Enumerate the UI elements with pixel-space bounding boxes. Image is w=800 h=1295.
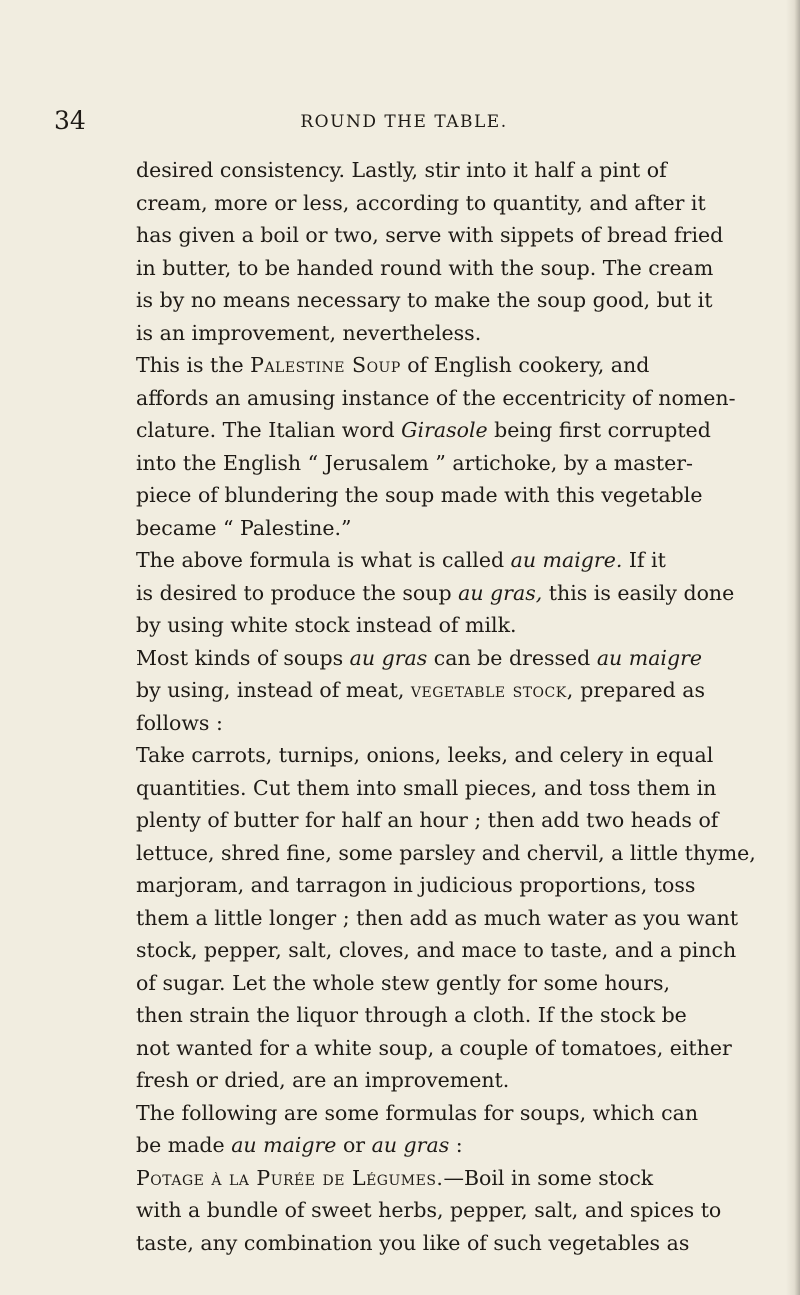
text-line [136,349,650,382]
text-line: has given a boil or two, serve with sippets of bread fried [136,223,724,247]
text-run-italic: au gras [349,645,428,670]
text-line: fresh or dried, are an improvement. [136,1068,510,1092]
page-number: 34 [54,106,86,135]
text-run: The above formula is what is called [136,548,511,572]
text-line: them a little longer ; then add as much water as you want [136,905,739,930]
text-line: follows : [136,710,223,735]
text-line: not wanted for a white soup, a couple of tomatoes, either [136,1035,732,1060]
text-line: stock, pepper, salt, cloves, and mace to taste, and a pinch [136,938,737,962]
text-line: piece of blundering the soup made with this vegetable [136,483,703,507]
text-line: then strain the liquor through a cloth. If the stock be [136,1003,687,1027]
running-title: ROUND THE TABLE. [300,112,508,132]
text-run: —Boil in some stock [443,1165,654,1190]
text-line [136,1129,644,1162]
text-line [136,642,703,675]
text-run-smallcaps: Potage à la Purée de Légumes. [136,1165,444,1190]
text-run-italic: au gras, [458,580,543,605]
text-line: The following are some formulas for soups, which can [136,1100,699,1125]
text-line: into the English “ Jerusalem ” artichoke, by a master- [136,450,693,475]
text-run: prepared as [573,678,705,702]
text-run-italic: Girasole [401,418,488,442]
text-run-italic: au maigre. [510,548,623,572]
text-run-italic: au maigre [231,1133,337,1157]
text-run: this is easily done [542,580,735,605]
text-run-smallcaps: Palestine Soup [250,353,401,377]
body-text [136,154,756,1259]
text-line: in butter, to be handed round with the soup. The cream [136,255,714,280]
text-run: is desired to produce the soup [136,580,459,605]
text-line: quantities. Cut them into small pieces, and toss them in [136,775,717,800]
text-run: Most kinds of soups [136,645,350,670]
text-line [136,577,735,610]
text-run-italic: au gras [371,1133,450,1157]
text-line [136,674,705,707]
text-line: affords an amusing instance of the eccentricity of nomen- [136,385,736,410]
text-run: This is the [136,353,251,377]
text-line: cream, more or less, according to quantity, and after it [136,190,706,215]
text-run-italic: au maigre [596,645,703,670]
text-line: is an improvement, nevertheless. [136,320,482,345]
text-run: : [449,1133,463,1157]
text-line: lettuce, shred fine, some parsley and chervil, a little thyme, [136,840,756,865]
page-edge-shadow [786,0,800,1295]
text-line: by using white stock instead of milk. [136,613,517,637]
text-line: taste, any combination you like of such vegetables as [136,1230,690,1255]
text-run: of English cookery, and [400,353,650,377]
text-run: or [336,1133,372,1157]
text-line: is by no means necessary to make the soup good, but it [136,288,713,312]
text-line: of sugar. Let the whole stew gently for some hours, [136,970,671,995]
text-run: can be dressed [427,645,597,670]
text-line [136,544,666,577]
text-run: by using, instead of meat, [136,678,411,702]
text-line: plenty of butter for half an hour ; then add two heads of [136,808,719,832]
text-line: marjoram, and tarragon in judicious proportions, toss [136,873,696,897]
text-line: desired consistency. Lastly, stir into it half a pint of [136,158,667,182]
text-line [136,1162,654,1195]
text-run: be made [136,1133,232,1157]
text-run: being first corrupted [487,418,711,442]
text-run: clature. The Italian word [136,418,402,442]
page-header [54,106,754,136]
text-line: with a bundle of sweet herbs, pepper, salt, and spices to [136,1198,722,1222]
text-line: Take carrots, turnips, onions, leeks, and celery in equal [136,743,714,767]
text-line [136,414,711,447]
text-line: became “ Palestine.” [136,515,352,540]
text-run-smallcaps: vegetable stock, [410,678,574,702]
text-run: If it [622,548,666,572]
